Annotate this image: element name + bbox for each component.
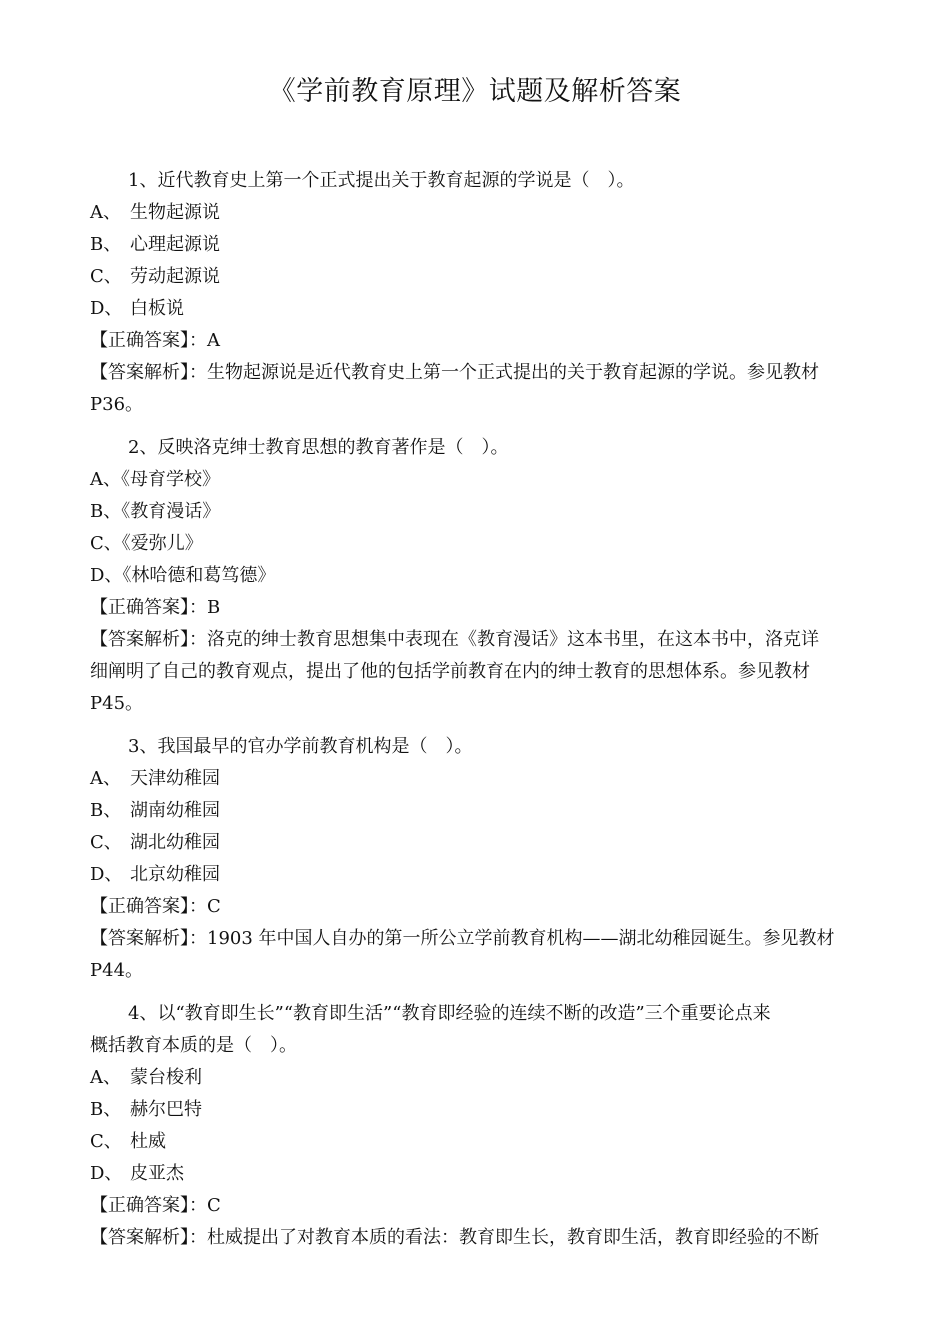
option-b — [90, 1094, 890, 1126]
option-b — [90, 795, 890, 827]
option-text: 生物起源说 — [130, 202, 220, 223]
option-text: 《教育漫话》 — [121, 501, 221, 522]
option-label: D、 — [90, 298, 123, 319]
option-label: A、 — [90, 768, 121, 789]
question-2 — [90, 432, 890, 720]
option-text: 杜威 — [130, 1131, 166, 1152]
analysis — [90, 624, 890, 656]
analysis-continuation: P36。 — [90, 394, 144, 415]
option-d — [90, 859, 890, 891]
option-text: 湖南幼稚园 — [130, 800, 220, 821]
analysis — [90, 357, 890, 389]
option-label: A、 — [90, 469, 121, 490]
option-text: 皮亚杰 — [130, 1163, 184, 1184]
answer-label: 【正确答案】： — [90, 597, 207, 618]
answer-label: 【正确答案】： — [90, 1195, 207, 1216]
question-stem: 2、反映洛克绅士教育思想的教育著作是（ ）。 — [128, 437, 509, 458]
option-c — [90, 261, 890, 293]
analysis-text: 1903 年中国人自办的第一所公立学前教育机构——湖北幼稚园诞生。参见教材 — [207, 928, 835, 949]
question-1 — [90, 165, 890, 421]
correct-answer — [90, 891, 890, 923]
option-label: A、 — [90, 202, 121, 223]
analysis-label: 【答案解析】： — [90, 928, 207, 949]
option-d — [90, 560, 890, 592]
option-text: 《爱弥儿》 — [121, 533, 203, 554]
option-text: 《母育学校》 — [121, 469, 220, 490]
option-text: 湖北幼稚园 — [130, 832, 220, 853]
option-a — [90, 1062, 890, 1094]
option-label: A、 — [90, 1067, 121, 1088]
option-text: 赫尔巴特 — [130, 1099, 202, 1120]
answer-label: 【正确答案】： — [90, 330, 207, 351]
option-b — [90, 496, 890, 528]
analysis — [90, 923, 890, 955]
analysis-continuation: P44。 — [90, 960, 144, 981]
option-label: C、 — [90, 832, 122, 853]
option-text: 白板说 — [130, 298, 184, 319]
option-d — [90, 293, 890, 325]
question-stem-continuation: 概括教育本质的是（ ）。 — [90, 1035, 297, 1056]
analysis-continuation: 细阐明了自己的教育观点，提出了他的包括学前教育在内的绅士教育的思想体系。参见教材 — [90, 661, 810, 682]
answer-label: 【正确答案】： — [90, 896, 207, 917]
option-label: C、 — [90, 266, 122, 287]
option-c — [90, 1126, 890, 1158]
option-a — [90, 197, 890, 229]
question-4 — [90, 998, 890, 1254]
option-label: B、 — [90, 1099, 122, 1120]
question-stem: 3、我国最早的官办学前教育机构是（ ）。 — [128, 736, 473, 757]
document-title: 《学前教育原理》试题及解析答案 — [268, 76, 682, 107]
analysis-label: 【答案解析】： — [90, 1227, 207, 1248]
option-c — [90, 827, 890, 859]
option-label: D、 — [90, 1163, 123, 1184]
option-label: B、 — [90, 234, 122, 255]
answer-value: A — [207, 330, 220, 351]
option-text: 心理起源说 — [130, 234, 220, 255]
question-stem: 4、以“教育即生长”“教育即生活”“教育即经验的连续不断的改造”三个重要论点来 — [128, 1003, 771, 1024]
option-a — [90, 763, 890, 795]
option-text: 《林哈德和葛笃德》 — [122, 565, 276, 586]
option-a — [90, 464, 890, 496]
question-3 — [90, 731, 890, 987]
option-c — [90, 528, 890, 560]
option-label: B、 — [90, 800, 122, 821]
analysis-label: 【答案解析】： — [90, 629, 207, 650]
answer-value: B — [207, 597, 221, 618]
option-text: 蒙台梭利 — [130, 1067, 202, 1088]
option-text: 劳动起源说 — [130, 266, 220, 287]
option-text: 天津幼稚园 — [130, 768, 220, 789]
option-label: C、 — [90, 1131, 122, 1152]
correct-answer — [90, 325, 890, 357]
option-d — [90, 1158, 890, 1190]
question-stem: 1、近代教育史上第一个正式提出关于教育起源的学说是（ ）。 — [128, 170, 635, 191]
option-b — [90, 229, 890, 261]
option-label: C、 — [90, 533, 122, 554]
analysis-text: 洛克的绅士教育思想集中表现在《教育漫话》这本书里，在这本书中，洛克详 — [207, 629, 819, 650]
option-label: B、 — [90, 501, 122, 522]
analysis-label: 【答案解析】： — [90, 362, 207, 383]
analysis — [90, 1222, 890, 1254]
answer-value: C — [207, 896, 221, 917]
analysis-continuation: P45。 — [90, 693, 144, 714]
option-label: D、 — [90, 864, 123, 885]
option-label: D、 — [90, 565, 123, 586]
correct-answer — [90, 592, 890, 624]
analysis-text: 生物起源说是近代教育史上第一个正式提出的关于教育起源的学说。参见教材 — [207, 362, 819, 383]
correct-answer — [90, 1190, 890, 1222]
analysis-text: 杜威提出了对教育本质的看法：教育即生长，教育即生活，教育即经验的不断 — [207, 1227, 819, 1248]
option-text: 北京幼稚园 — [130, 864, 220, 885]
answer-value: C — [207, 1195, 221, 1216]
